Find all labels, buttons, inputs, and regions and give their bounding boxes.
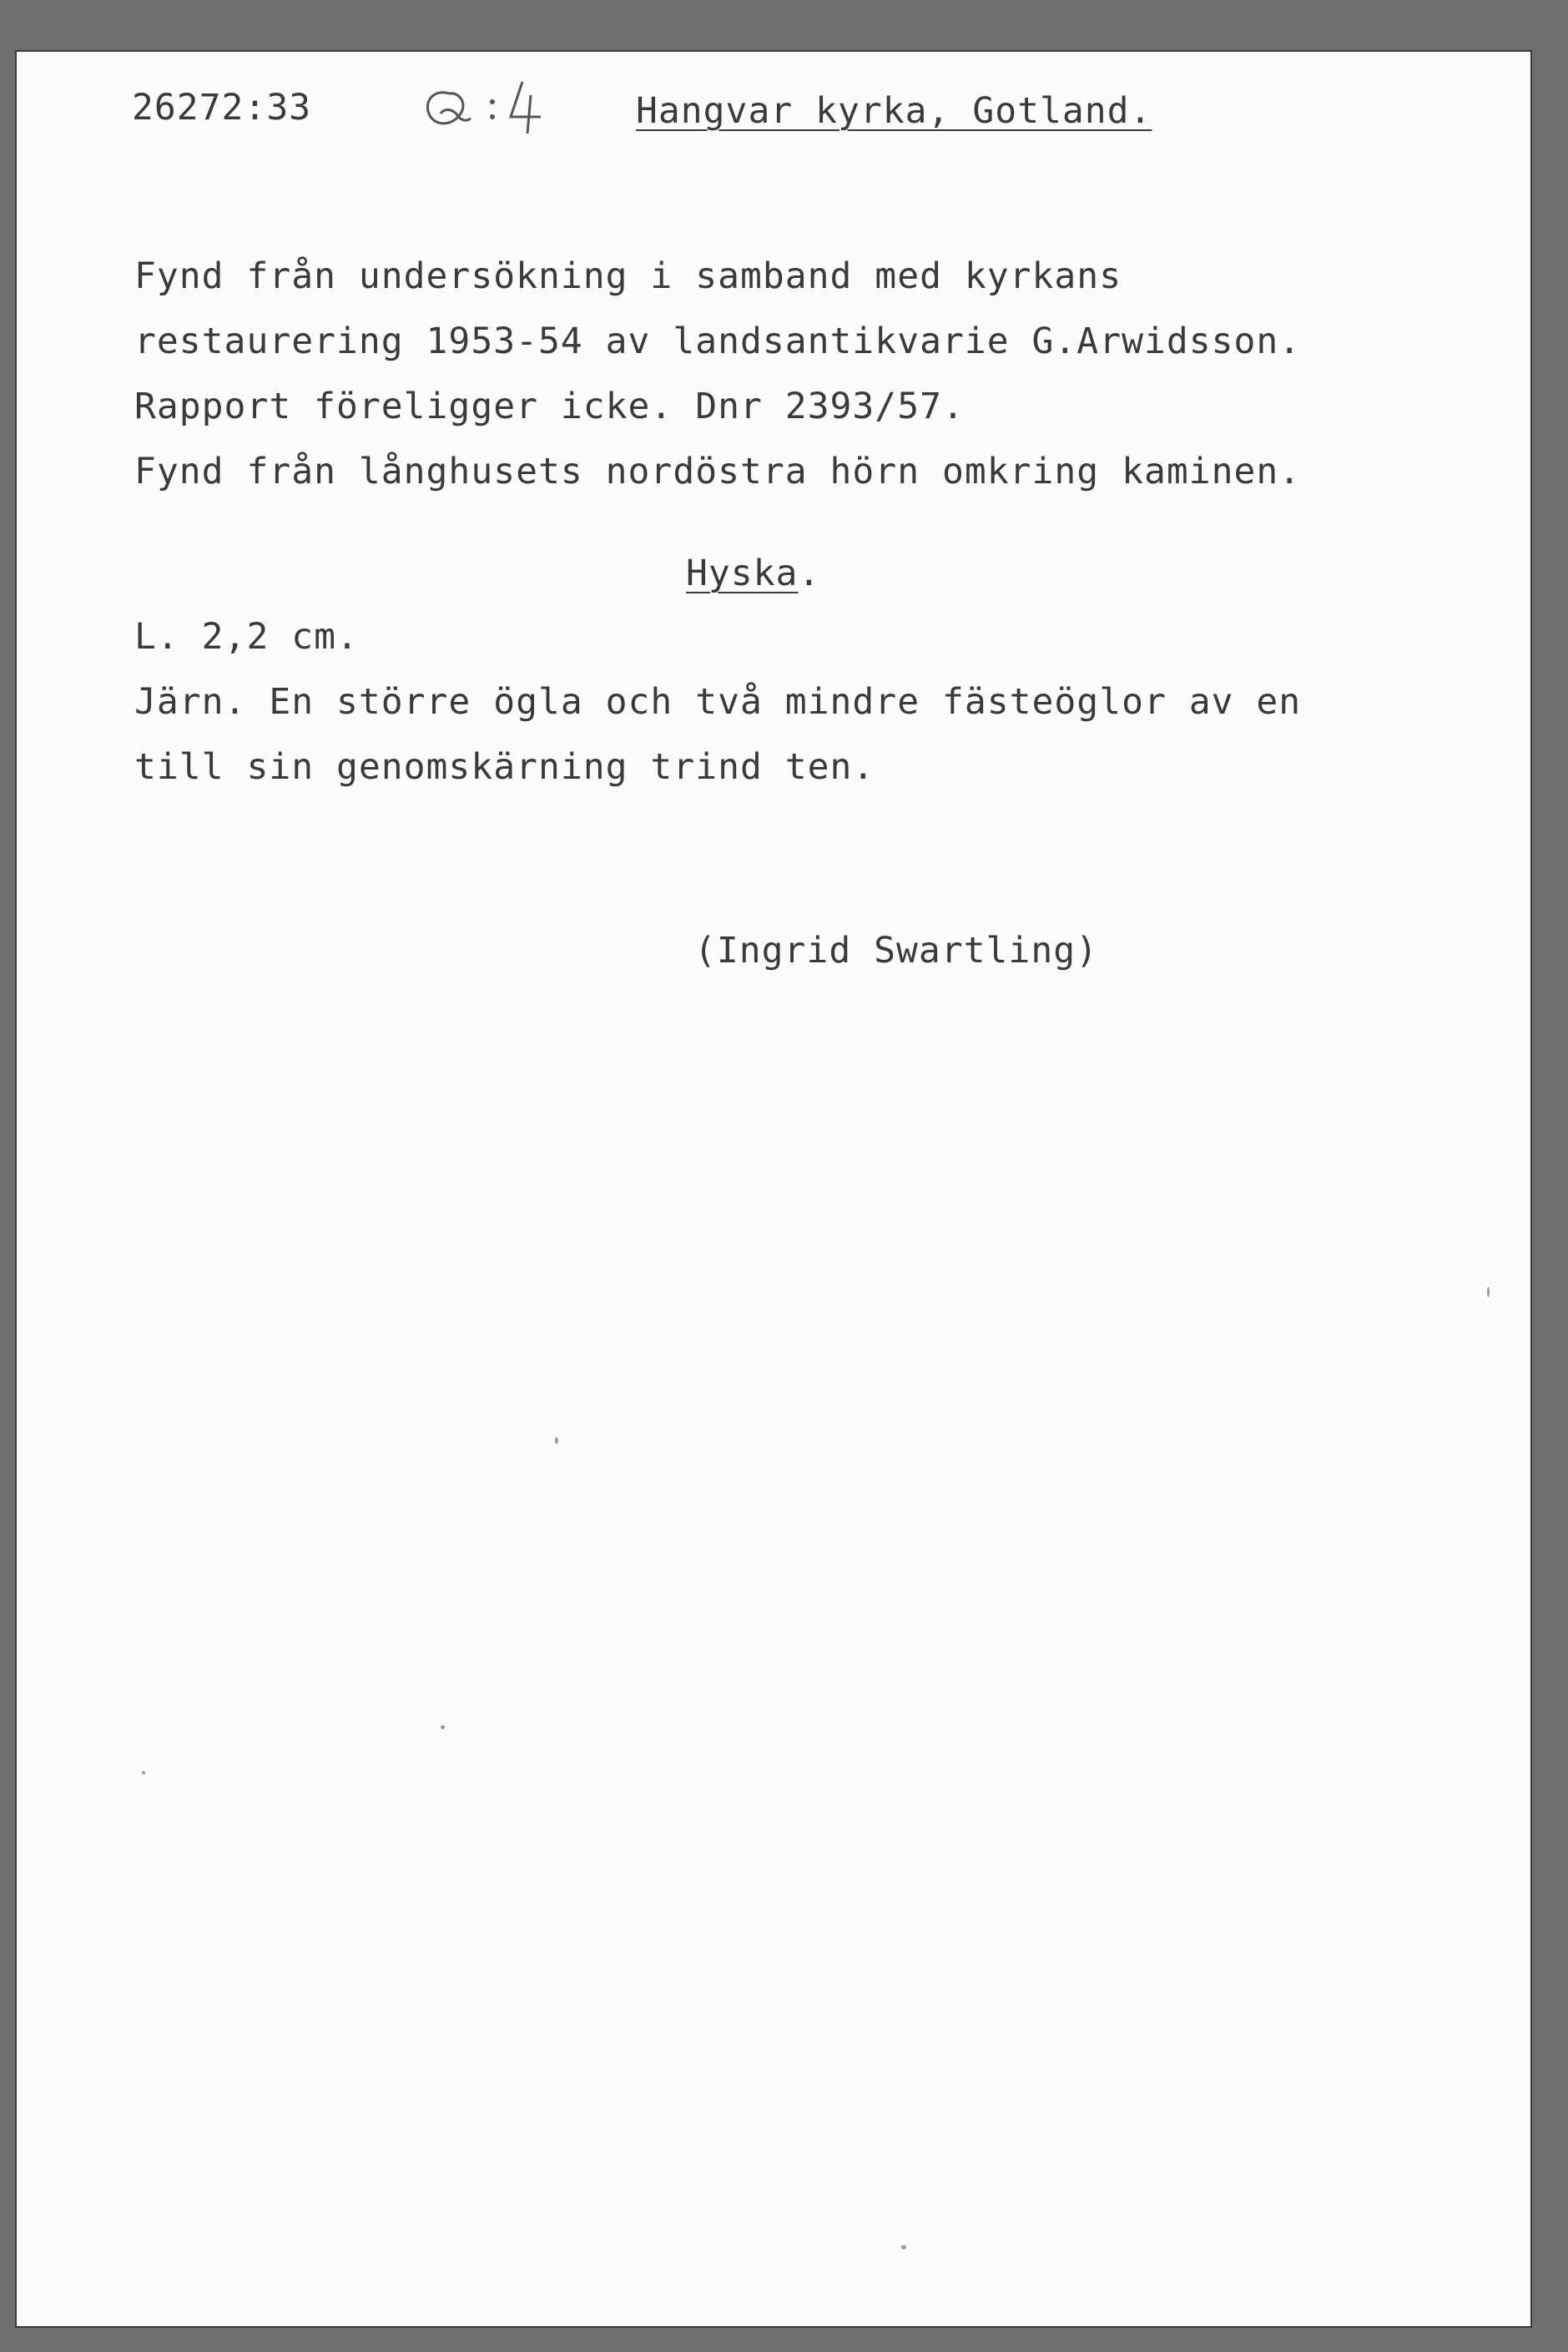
object-title: Hyska <box>686 553 799 594</box>
paper-speck <box>1487 1287 1490 1297</box>
paper-speck <box>555 1437 558 1444</box>
paper-speck <box>142 1771 145 1774</box>
description-line-2: till sin genomskärning trind ten. <box>134 746 875 788</box>
intro-line-2: restaurering 1953-54 av landsantikvarie G.Arwidsson. <box>134 320 1302 362</box>
intro-line-4: Fynd från långhusets nordöstra hörn omkring kaminen. <box>134 451 1302 492</box>
description-line-1: Järn. En större ögla och två mindre fästeöglor av en <box>134 681 1302 723</box>
catalog-card <box>17 52 1530 2326</box>
object-title-row <box>686 553 821 594</box>
object-title-period: . <box>798 553 821 594</box>
handwritten-mark <box>416 70 582 137</box>
measurement: L. 2,2 cm. <box>134 616 359 658</box>
paper-speck <box>901 2245 906 2249</box>
catalog-number: 26272:33 <box>132 87 312 129</box>
card-heading: Hangvar kyrka, Gotland. <box>636 90 1152 132</box>
intro-line-3: Rapport föreligger icke. Dnr 2393/57. <box>134 386 965 427</box>
intro-line-1: Fynd från undersökning i samband med kyrkans <box>134 255 1122 297</box>
author-signature: (Ingrid Swartling) <box>694 930 1098 972</box>
paper-speck <box>441 1725 445 1729</box>
